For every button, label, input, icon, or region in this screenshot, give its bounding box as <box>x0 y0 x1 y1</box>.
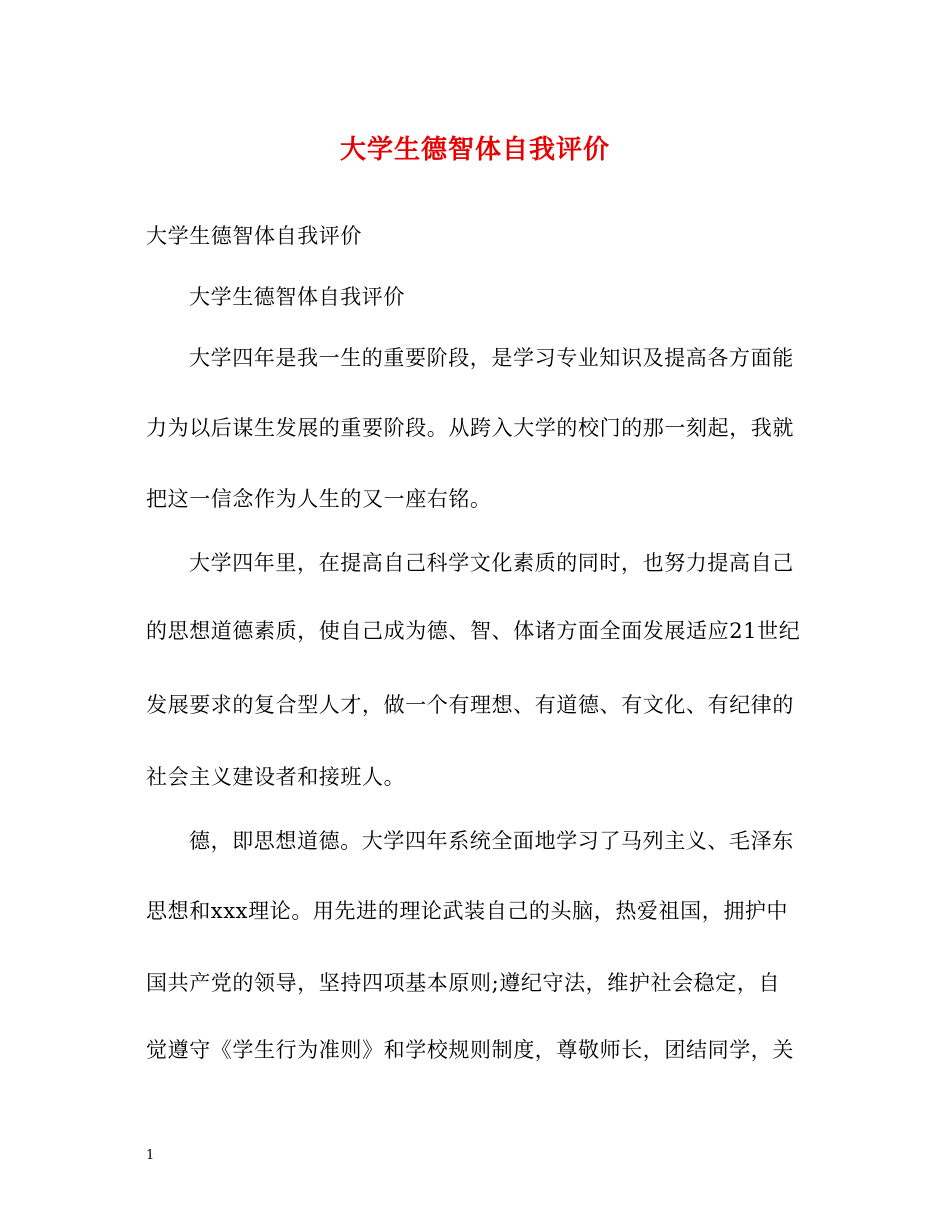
paragraph-line: 大学四年里，在提高自己科学文化素质的同时，也努力提高自己 <box>189 551 794 575</box>
paragraph-line: 力为以后谋生发展的重要阶段。从跨入大学的校门的那一刻起，我就 <box>146 416 794 440</box>
page-number: 1 <box>146 1148 155 1163</box>
paragraph-line: 社会主义建设者和接班人。 <box>146 765 406 789</box>
paragraph-line: 大学四年是我一生的重要阶段，是学习专业知识及提高各方面能 <box>189 346 794 370</box>
paragraph-line: 的思想道德素质，使自己成为德、智、体诸方面全面发展适应21世纪 <box>146 619 801 643</box>
subheading-line: 大学生德智体自我评价 <box>189 285 405 309</box>
document-title: 大学生德智体自我评价 <box>339 135 610 165</box>
paragraph-line: 发展要求的复合型人才，做一个有理想、有道德、有文化、有纪律的 <box>146 693 794 717</box>
paragraph-line: 思想和xxx理论。用先进的理论武装自己的头脑，热爱祖国，拥护中 <box>146 899 789 923</box>
paragraph-line: 把这一信念作为人生的又一座右铭。 <box>146 487 492 511</box>
paragraph-line: 德，即思想道德。大学四年系统全面地学习了马列主义、毛泽东 <box>189 829 794 853</box>
paragraph-line: 国共产党的领导，坚持四项基本原则;遵纪守法，维护社会稳定，自 <box>146 971 781 995</box>
paragraph-line: 觉遵守《学生行为准则》和学校规则制度，尊敬师长，团结同学，关 <box>146 1038 794 1062</box>
heading-line: 大学生德智体自我评价 <box>146 224 362 248</box>
